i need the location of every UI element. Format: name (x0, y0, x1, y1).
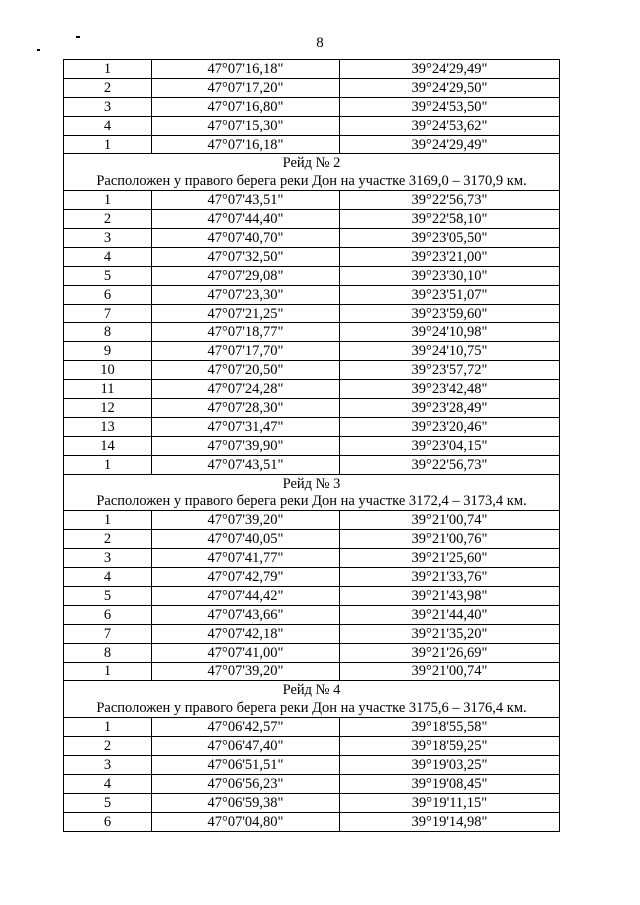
latitude-cell: 47°06'56,23" (152, 774, 340, 793)
point-number-cell: 2 (64, 210, 152, 229)
latitude-cell: 47°06'47,40" (152, 737, 340, 756)
longitude-cell: 39°21'43,98" (340, 586, 560, 605)
latitude-cell: 47°06'42,57" (152, 718, 340, 737)
latitude-cell: 47°07'18,77" (152, 323, 340, 342)
table-row (64, 342, 560, 361)
longitude-cell: 39°24'10,75" (340, 342, 560, 361)
latitude-cell: 47°07'29,08" (152, 266, 340, 285)
longitude-cell: 39°19'03,25" (340, 755, 560, 774)
longitude-cell: 39°24'10,98" (340, 323, 560, 342)
table-row (64, 755, 560, 774)
latitude-cell: 47°07'32,50" (152, 247, 340, 266)
point-number-cell: 3 (64, 755, 152, 774)
latitude-cell: 47°07'39,20" (152, 662, 340, 681)
longitude-cell: 39°22'58,10" (340, 210, 560, 229)
latitude-cell: 47°07'43,51" (152, 455, 340, 474)
table-row (64, 793, 560, 812)
table-row (64, 380, 560, 399)
longitude-cell: 39°24'29,49" (340, 135, 560, 154)
point-number-cell: 1 (64, 191, 152, 210)
point-number-cell: 1 (64, 60, 152, 79)
point-number-cell: 4 (64, 247, 152, 266)
longitude-cell: 39°21'33,76" (340, 568, 560, 587)
table-row (64, 605, 560, 624)
longitude-cell: 39°24'53,50" (340, 97, 560, 116)
point-number-cell: 1 (64, 455, 152, 474)
latitude-cell: 47°07'21,25" (152, 304, 340, 323)
table-row (64, 530, 560, 549)
point-number-cell: 8 (64, 643, 152, 662)
latitude-cell: 47°07'16,18" (152, 135, 340, 154)
table-row (64, 455, 560, 474)
scan-mark (76, 36, 80, 38)
longitude-cell: 39°23'05,50" (340, 229, 560, 248)
latitude-cell: 47°07'15,30" (152, 116, 340, 135)
latitude-cell: 47°07'39,90" (152, 436, 340, 455)
point-number-cell: 5 (64, 793, 152, 812)
latitude-cell: 47°07'39,20" (152, 511, 340, 530)
table-row (64, 812, 560, 831)
section-title-row (64, 154, 560, 172)
point-number-cell: 6 (64, 812, 152, 831)
table-row (64, 210, 560, 229)
section-title: Рейд № 2 (64, 154, 560, 172)
latitude-cell: 47°07'20,50" (152, 361, 340, 380)
longitude-cell: 39°18'59,25" (340, 737, 560, 756)
table-row (64, 718, 560, 737)
section-title-row (64, 474, 560, 492)
latitude-cell: 47°07'16,18" (152, 60, 340, 79)
table-row (64, 662, 560, 681)
table-row (64, 135, 560, 154)
latitude-cell: 47°07'23,30" (152, 285, 340, 304)
table-row (64, 116, 560, 135)
latitude-cell: 47°07'17,20" (152, 78, 340, 97)
point-number-cell: 4 (64, 116, 152, 135)
latitude-cell: 47°07'44,42" (152, 586, 340, 605)
longitude-cell: 39°19'08,45" (340, 774, 560, 793)
point-number-cell: 4 (64, 774, 152, 793)
longitude-cell: 39°23'21,00" (340, 247, 560, 266)
table-row (64, 97, 560, 116)
longitude-cell: 39°22'56,73" (340, 455, 560, 474)
latitude-cell: 47°07'44,40" (152, 210, 340, 229)
longitude-cell: 39°23'59,60" (340, 304, 560, 323)
table-row (64, 361, 560, 380)
point-number-cell: 2 (64, 737, 152, 756)
latitude-cell: 47°07'43,51" (152, 191, 340, 210)
table-row (64, 436, 560, 455)
latitude-cell: 47°07'43,66" (152, 605, 340, 624)
longitude-cell: 39°23'20,46" (340, 417, 560, 436)
longitude-cell: 39°23'51,07" (340, 285, 560, 304)
point-number-cell: 9 (64, 342, 152, 361)
point-number-cell: 7 (64, 304, 152, 323)
table-row (64, 643, 560, 662)
point-number-cell: 11 (64, 380, 152, 399)
table-row (64, 285, 560, 304)
point-number-cell: 1 (64, 135, 152, 154)
section-description: Расположен у правого берега реки Дон на участке 3175,6 – 3176,4 км. (64, 699, 560, 717)
section-description-row (64, 699, 560, 717)
table-row (64, 229, 560, 248)
point-number-cell: 6 (64, 285, 152, 304)
table-row (64, 417, 560, 436)
longitude-cell: 39°21'26,69" (340, 643, 560, 662)
table-row (64, 266, 560, 285)
latitude-cell: 47°07'28,30" (152, 399, 340, 418)
table-row (64, 323, 560, 342)
longitude-cell: 39°23'57,72" (340, 361, 560, 380)
latitude-cell: 47°06'59,38" (152, 793, 340, 812)
latitude-cell: 47°07'42,79" (152, 568, 340, 587)
section-description-row (64, 492, 560, 510)
table-row (64, 774, 560, 793)
point-number-cell: 10 (64, 361, 152, 380)
longitude-cell: 39°21'25,60" (340, 549, 560, 568)
point-number-cell: 1 (64, 662, 152, 681)
latitude-cell: 47°07'16,80" (152, 97, 340, 116)
coordinates-table (63, 59, 560, 832)
point-number-cell: 3 (64, 97, 152, 116)
page-number: 8 (316, 35, 324, 51)
table-row (64, 511, 560, 530)
latitude-cell: 47°06'51,51" (152, 755, 340, 774)
longitude-cell: 39°23'28,49" (340, 399, 560, 418)
latitude-cell: 47°07'24,28" (152, 380, 340, 399)
point-number-cell: 13 (64, 417, 152, 436)
table-row (64, 304, 560, 323)
point-number-cell: 12 (64, 399, 152, 418)
table-row (64, 247, 560, 266)
table-row (64, 60, 560, 79)
latitude-cell: 47°07'41,77" (152, 549, 340, 568)
scan-mark (37, 49, 40, 51)
longitude-cell: 39°24'29,50" (340, 78, 560, 97)
longitude-cell: 39°19'14,98" (340, 812, 560, 831)
point-number-cell: 3 (64, 229, 152, 248)
point-number-cell: 4 (64, 568, 152, 587)
latitude-cell: 47°07'40,70" (152, 229, 340, 248)
point-number-cell: 2 (64, 530, 152, 549)
longitude-cell: 39°21'00,74" (340, 662, 560, 681)
section-description: Расположен у правого берега реки Дон на участке 3172,4 – 3173,4 км. (64, 492, 560, 510)
longitude-cell: 39°24'29,49" (340, 60, 560, 79)
table-row (64, 586, 560, 605)
section-description-row (64, 172, 560, 190)
point-number-cell: 2 (64, 78, 152, 97)
longitude-cell: 39°23'04,15" (340, 436, 560, 455)
table-row (64, 624, 560, 643)
longitude-cell: 39°23'30,10" (340, 266, 560, 285)
longitude-cell: 39°22'56,73" (340, 191, 560, 210)
latitude-cell: 47°07'04,80" (152, 812, 340, 831)
table-row (64, 549, 560, 568)
point-number-cell: 8 (64, 323, 152, 342)
point-number-cell: 1 (64, 718, 152, 737)
latitude-cell: 47°07'42,18" (152, 624, 340, 643)
longitude-cell: 39°19'11,15" (340, 793, 560, 812)
section-title: Рейд № 3 (64, 474, 560, 492)
longitude-cell: 39°21'00,74" (340, 511, 560, 530)
table-row (64, 568, 560, 587)
table-row (64, 399, 560, 418)
latitude-cell: 47°07'41,00" (152, 643, 340, 662)
table-row (64, 191, 560, 210)
table-row (64, 737, 560, 756)
point-number-cell: 5 (64, 586, 152, 605)
longitude-cell: 39°21'44,40" (340, 605, 560, 624)
latitude-cell: 47°07'17,70" (152, 342, 340, 361)
longitude-cell: 39°23'42,48" (340, 380, 560, 399)
point-number-cell: 1 (64, 511, 152, 530)
point-number-cell: 5 (64, 266, 152, 285)
table-row (64, 78, 560, 97)
section-title: Рейд № 4 (64, 681, 560, 699)
longitude-cell: 39°24'53,62" (340, 116, 560, 135)
section-title-row (64, 681, 560, 699)
point-number-cell: 3 (64, 549, 152, 568)
latitude-cell: 47°07'40,05" (152, 530, 340, 549)
point-number-cell: 14 (64, 436, 152, 455)
longitude-cell: 39°21'35,20" (340, 624, 560, 643)
point-number-cell: 6 (64, 605, 152, 624)
longitude-cell: 39°21'00,76" (340, 530, 560, 549)
latitude-cell: 47°07'31,47" (152, 417, 340, 436)
section-description: Расположен у правого берега реки Дон на участке 3169,0 – 3170,9 км. (64, 172, 560, 190)
longitude-cell: 39°18'55,58" (340, 718, 560, 737)
point-number-cell: 7 (64, 624, 152, 643)
